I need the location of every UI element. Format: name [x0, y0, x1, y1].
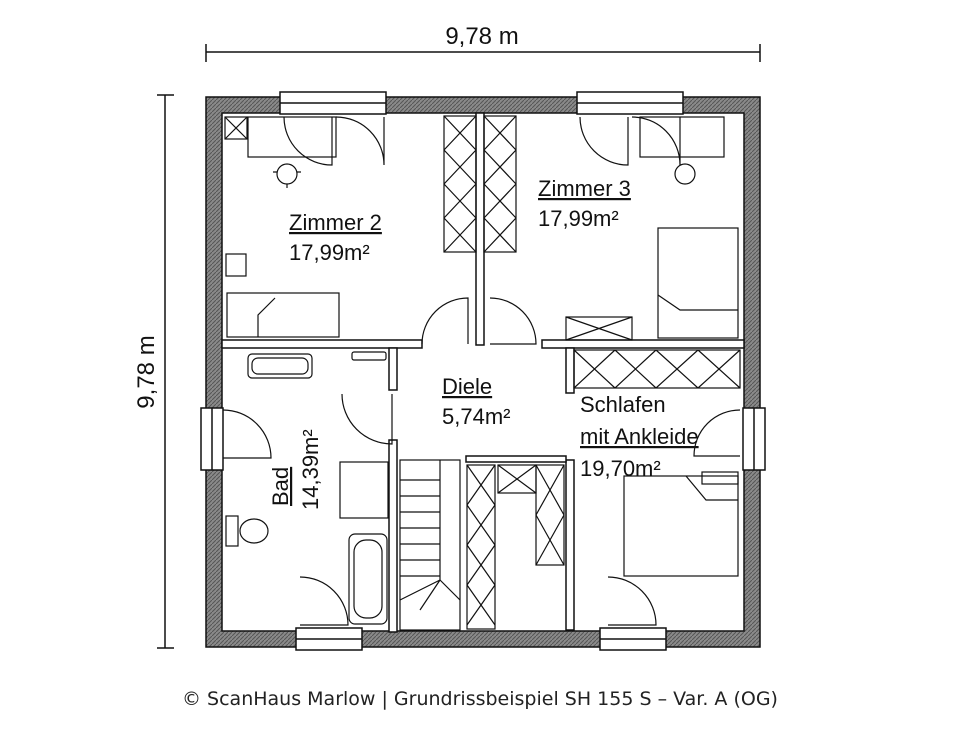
- room-label-schlafen-line1: Schlafen: [580, 392, 666, 417]
- room-area-schlafen: 19,70m²: [580, 456, 661, 481]
- width-dimension-label: 9,78 m: [445, 23, 519, 50]
- room-area-diele: 5,74m²: [442, 404, 511, 429]
- room-label-bad: Bad: [268, 466, 293, 506]
- room-area-zimmer3: 17,99m²: [538, 206, 619, 231]
- caption: © ScanHaus Marlow | Grundrissbeispiel SH 155 S – Var. A (OG): [182, 688, 778, 710]
- room-area-zimmer2: 17,99m²: [289, 240, 370, 265]
- room-label-diele: Diele: [442, 374, 493, 399]
- room-label-zimmer3: Zimmer 3: [538, 176, 631, 201]
- room-label-zimmer2: Zimmer 2: [289, 210, 382, 235]
- height-dimension-label: 9,78 m: [133, 335, 160, 409]
- room-area-bad: 14,39m²: [298, 429, 323, 510]
- room-label-schlafen-line2: mit Ankleide: [580, 424, 699, 449]
